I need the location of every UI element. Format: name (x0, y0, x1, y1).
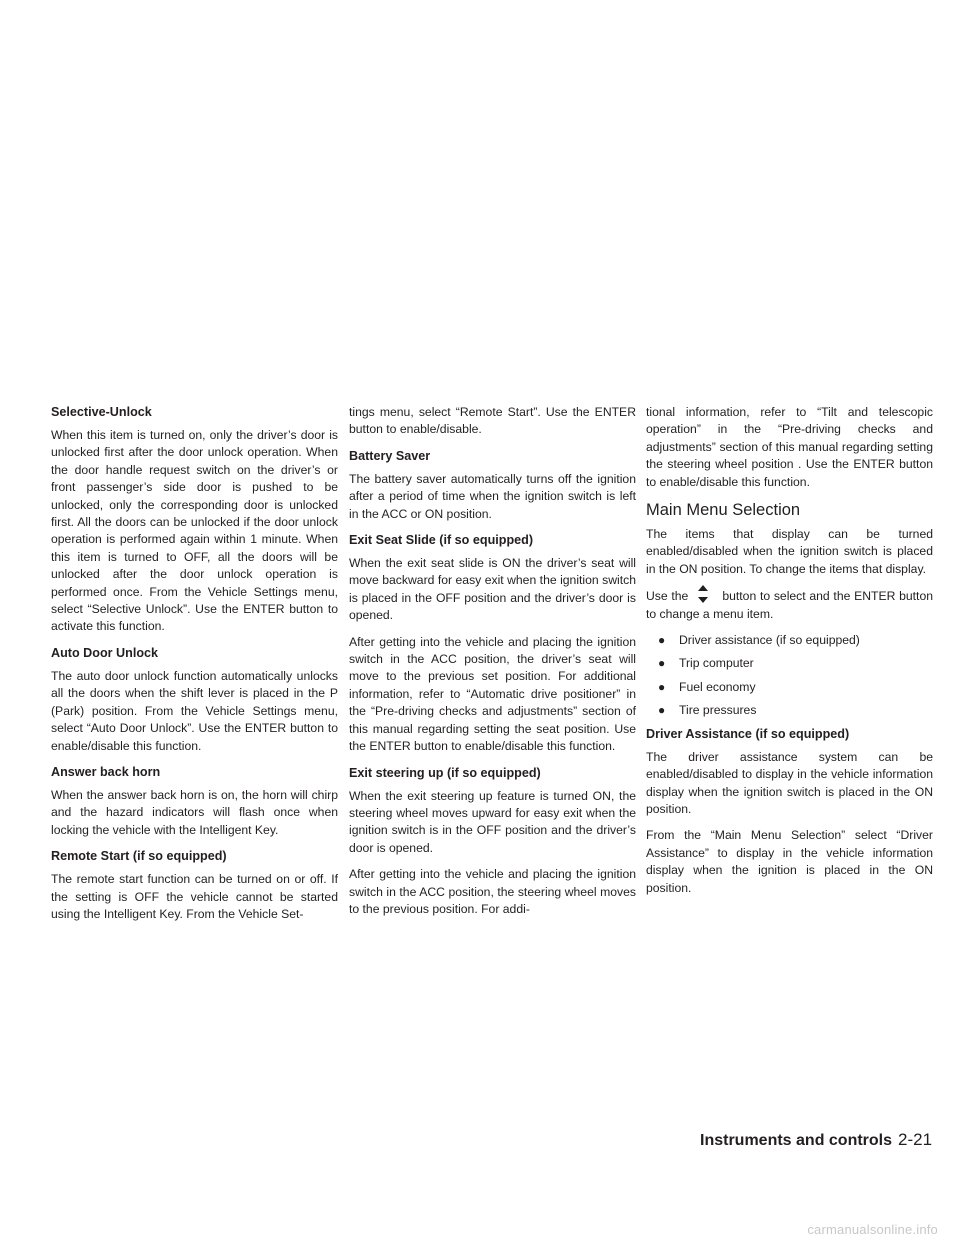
heading-answer-back-horn: Answer back horn (51, 764, 161, 779)
page-footer (700, 1130, 940, 1150)
footer-section-title: Instruments and controls (700, 1132, 893, 1149)
heading-selective-unlock: Selective-Unlock (51, 405, 152, 419)
up-down-arrow-icon (688, 587, 722, 603)
heading-driver-assistance: Driver Assistance (if so equipped) (646, 726, 850, 741)
paragraph-driver-assistance-2: From the “Main Menu Selection” select “Driver Assistance” to display in the vehicle information display when the ignition is placed in the ON position. (646, 828, 933, 895)
paragraph-use-button (646, 587, 933, 623)
list-item: ● Driver assistance (if so equipped) (646, 632, 933, 649)
heading-remote-start: Remote Start (if so equipped) (51, 849, 227, 864)
heading-main-menu-selection: Main Menu Selection (646, 501, 801, 520)
paragraph-answer-back-horn: When the answer back horn is on, the horn will chirp and the hazard indicators will flash once when locking the vehicle with the Intelligent Key. (51, 787, 338, 837)
button-to-select-text: button to select and the ENTER button to change a menu item. (646, 589, 933, 621)
column-3 (646, 404, 933, 906)
heading-battery-saver: Battery Saver (349, 448, 431, 463)
paragraph-remote-start-continued: tings menu, select “Remote Start”. Use the ENTER button to enable/disable. (349, 405, 636, 437)
list-item: ● Fuel economy (646, 679, 933, 696)
watermark: carmanualsonline.info (807, 1222, 938, 1237)
paragraph-selective-unlock: When this item is turned on, only the driver’s door is unlocked first after the door unlock operation. When the door handle request switch on the driver’s or front passenger’s side door is pushed to be unlocked, only the corresponding door is unlocked first. All the doors can be unlocked if the door unlock operation is performed again within 1 minute. When this item is turned to OFF, all the doors will be unlocked after the door unlock operation is performed once. From the Vehicle Settings menu, select “Selective Unlock”. Use the ENTER button to activate this function. (51, 428, 338, 634)
paragraph-exit-steering-up-2: After getting into the vehicle and placing the ignition switch in the ACC position, the steering wheel moves to the previous position. For addi- (349, 867, 636, 916)
paragraph-battery-saver: The battery saver automatically turns off the ignition after a period of time when the ignition switch is left in the ACC or ON position. (349, 471, 636, 521)
paragraph-auto-door-unlock: The auto door unlock function automatically unlocks all the doors when the shift lever is placed in the P (Park) position. From the Vehicle Settings menu, select “Auto Door Unlock”. Use the ENTER button to enable/disable this function. (51, 668, 338, 753)
bullet-icon: ● (658, 633, 666, 648)
heading-exit-steering-up: Exit steering up (if so equipped) (349, 765, 541, 780)
paragraph-remote-start: The remote start function can be turned on or off. If the setting is OFF the vehicle cannot be started using the Intelligent Key. From the Vehicle Set- (51, 872, 338, 921)
heading-exit-seat-slide: Exit Seat Slide (if so equipped) (349, 533, 534, 548)
paragraph-main-menu: The items that display can be turned enabled/disabled when the ignition switch is placed in the ON position. To change the items that display. (646, 527, 933, 576)
paragraph-tilt-continued: tional information, refer to “Tilt and telescopic operation” in the “Pre-driving checks and adjustments” section of this manual regarding setting the steering wheel position . Use the ENTER button to enable/disable this function. (646, 405, 933, 489)
heading-auto-door-unlock: Auto Door Unlock (51, 645, 159, 660)
paragraph-exit-seat-slide-2: After getting into the vehicle and placing the ignition switch in the ACC position, the driver’s seat will move to the previous set position. For additional information, refer to “Automatic drive positioner” in the “Pre-driving checks and adjustments” section of this manual regarding setting the seat position. Use the ENTER button to enable/disable this function. (349, 634, 636, 754)
list-item: ● Trip computer (646, 655, 933, 672)
paragraph-driver-assistance-1: The driver assistance system can be enabled/disabled to display in the vehicle information display when the ignition switch is placed in the ON position. (646, 749, 933, 816)
page-number: 2-21 (898, 1130, 933, 1149)
use-the-text: Use the (646, 589, 689, 604)
paragraph-exit-steering-up-1: When the exit steering up feature is turned ON, the steering wheel moves upward for easy exit when the ignition switch is in the OFF position and the driver’s door is opened. (349, 788, 636, 855)
paragraph-exit-seat-slide-1: When the exit seat slide is ON the driver’s seat will move backward for easy exit when the ignition switch is placed in the OFF position and the driver’s door is opened. (349, 556, 636, 623)
bullet-icon: ● (658, 703, 666, 718)
column-2 (349, 404, 636, 927)
menu-items-list (646, 632, 933, 720)
column-1 (51, 404, 338, 932)
list-item: ● Tire pressures (646, 702, 933, 719)
bullet-icon: ● (658, 656, 666, 671)
bullet-icon: ● (658, 679, 666, 694)
